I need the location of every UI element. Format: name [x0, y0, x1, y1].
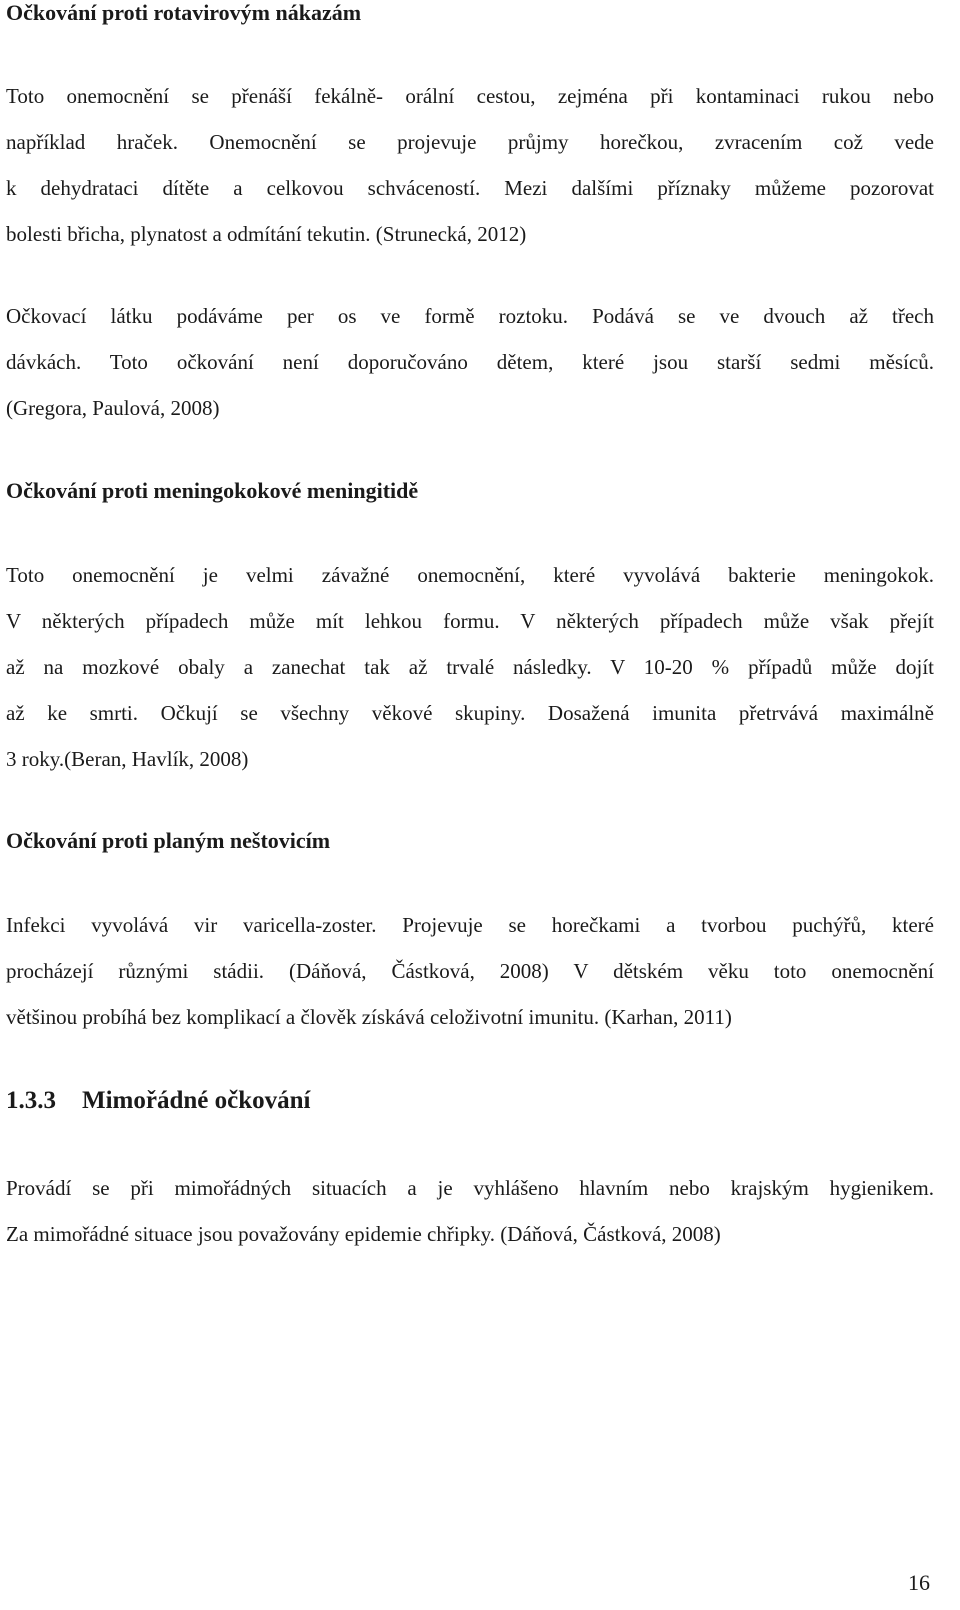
heading-meningococcal: Očkování proti meningokokové meningitidě — [6, 478, 419, 503]
text-line: Toto onemocnění se přenáší fekálně- orální cestou, zejména při kontaminaci rukou nebo — [6, 84, 934, 108]
text-line: (Gregora, Paulová, 2008) — [6, 396, 220, 420]
section-title: Mimořádné očkování — [82, 1087, 311, 1114]
text-line: až ke smrti. Očkují se všechny věkové skupiny. Dosažená imunita přetrvává maximálně — [6, 701, 934, 725]
text-line: Toto onemocnění je velmi závažné onemocnění, které vyvolává bakterie meningokok. — [6, 563, 934, 587]
text-line: procházejí různými stádii. (Dáňová, Částková, 2008) V dětském věku toto onemocnění — [6, 959, 934, 983]
paragraph-extraordinary-vaccination — [6, 1165, 934, 1257]
text-line: bolesti břicha, plynatost a odmítání tekutin. (Strunecká, 2012) — [6, 222, 527, 246]
text-line: například hraček. Onemocnění se projevuje průjmy horečkou, zvracením což vede — [6, 130, 934, 154]
text-line: Infekci vyvolává vir varicella-zoster. Projevuje se horečkami a tvorbou puchýřů, které — [6, 913, 934, 937]
text-line: Za mimořádné situace jsou považovány epidemie chřipky. (Dáňová, Částková, 2008) — [6, 1222, 721, 1246]
paragraph-varicella — [6, 902, 934, 1040]
paragraph-rotavirus-symptoms — [6, 73, 934, 257]
section-number: 1.3.3 — [6, 1087, 56, 1114]
text-line: Očkovací látku podáváme per os ve formě roztoku. Podává se ve dvouch až třech — [6, 304, 934, 328]
text-line: Provádí se při mimořádných situacích a je vyhlášeno hlavním nebo krajským hygienikem. — [6, 1176, 934, 1200]
heading-rotavirus: Očkování proti rotavirovým nákazám — [6, 0, 362, 25]
text-line: většinou probíhá bez komplikací a člověk získává celoživotní imunitu. (Karhan, 2011) — [6, 1005, 732, 1029]
paragraph-meningococcal — [6, 552, 934, 782]
text-line: 3 roky.(Beran, Havlík, 2008) — [6, 747, 249, 771]
text-line: k dehydrataci dítěte a celkovou schváceností. Mezi dalšími příznaky můžeme pozorovat — [6, 176, 934, 200]
heading-varicella: Očkování proti planým neštovicím — [6, 828, 331, 853]
text-line: V některých případech může mít lehkou formu. V některých případech může však přejít — [6, 609, 934, 633]
text-line: dávkách. Toto očkování není doporučováno dětem, které jsou starší sedmi měsíců. — [6, 350, 934, 374]
paragraph-rotavirus-vaccine — [6, 293, 934, 431]
page-number: 16 — [908, 1570, 930, 1595]
heading-extraordinary-vaccination — [6, 1088, 310, 1114]
text-line: až na mozkové obaly a zanechat tak až trvalé následky. V 10-20 % případů může dojít — [6, 655, 934, 679]
